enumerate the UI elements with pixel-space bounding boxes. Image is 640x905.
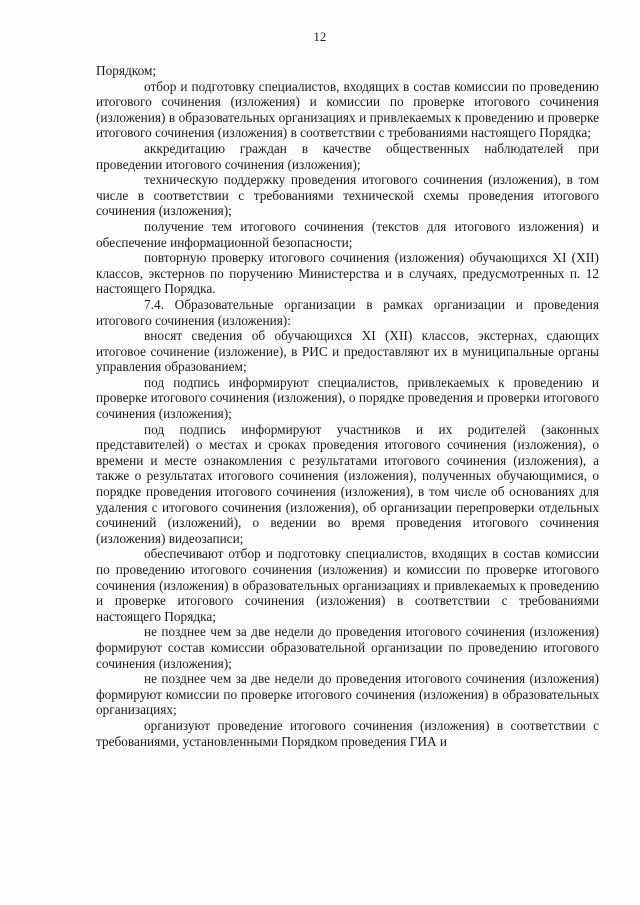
paragraph: аккредитацию граждан в качестве общественных наблюдателей при проведении итогового сочинения (изложения); — [96, 140, 599, 172]
document-body — [96, 63, 599, 749]
paragraph: отбор и подготовку специалистов, входящих в состав комиссии по проведению итогового сочинения (изложения) и комиссии по проверке итогового сочинения (изложения) в образовательных организациях и привлекаемых к проведению и проверке итогового сочинения (изложения) в соответствии с требованиями настоящего Порядка; — [96, 78, 599, 141]
section-heading-paragraph: 7.4. Образовательные организации в рамках организации и проведения итогового сочинения (изложения): — [96, 296, 599, 328]
page-number: 12 — [313, 30, 327, 44]
paragraph: под подпись информируют специалистов, привлекаемых к проведению и проверке итогового сочинения (изложения), о порядке проведения и проверки итогового сочинения (изложения); — [96, 374, 599, 422]
paragraph: обеспечивают отбор и подготовку специалистов, входящих в состав комиссии по проведению итогового сочинения (изложения) и комиссии по проверке итогового сочинения (изложения) в образовательных организациях и привлекаемых к проведению и проверке итогового сочинения (изложения) в соответствии с требованиями настоящего Порядка; — [96, 546, 599, 624]
paragraph: не позднее чем за две недели до проведения итогового сочинения (изложения) формируют комиссии по проверке итогового сочинения (изложения) в образовательных организациях; — [96, 671, 599, 718]
paragraph: техническую поддержку проведения итогового сочинения (изложения), в том числе в соответствии с требованиями технической схемы проведения итогового сочинения (изложения); — [96, 172, 599, 219]
paragraph: организуют проведение итогового сочинения (изложения) в соответствии с требованиями, установленными Порядком проведения ГИА и — [96, 717, 599, 749]
paragraph: получение тем итогового сочинения (текстов для итогового изложения) и обеспечение информационной безопасности; — [96, 218, 599, 250]
paragraph: Порядком; — [96, 63, 157, 78]
paragraph: повторную проверку итогового сочинения (изложения) обучающихся XI (XII) классов, экстернов по поручению Министерства и в случаях, предусмотренных п. 12 настоящего Порядка. — [96, 250, 599, 297]
paragraph: под подпись информируют участников и их родителей (законных представителей) о местах и сроках проведения итогового сочинения (изложения), о времени и месте ознакомления с результатами итогового сочинения (изложения), а также о результатах итогового сочинения (изложения), полученных обучающимися, о порядке проведения итогового сочинения (изложения), в том числе об основаниях для удаления с итогового сочинения (изложения), об организации перепроверки отдельных сочинений (изложений), о ведении во время проведения итогового сочинения (изложения) видеозаписи; — [96, 421, 599, 546]
paragraph: не позднее чем за две недели до проведения итогового сочинения (изложения) формируют состав комиссии образовательной организации по проведению итогового сочинения (изложения); — [96, 624, 599, 671]
paragraph: вносят сведения об обучающихся XI (XII) классов, экстернах, сдающих итоговое сочинение (изложение), в РИС и предоставляют их в муниципальные органы управления образованием; — [96, 328, 599, 375]
